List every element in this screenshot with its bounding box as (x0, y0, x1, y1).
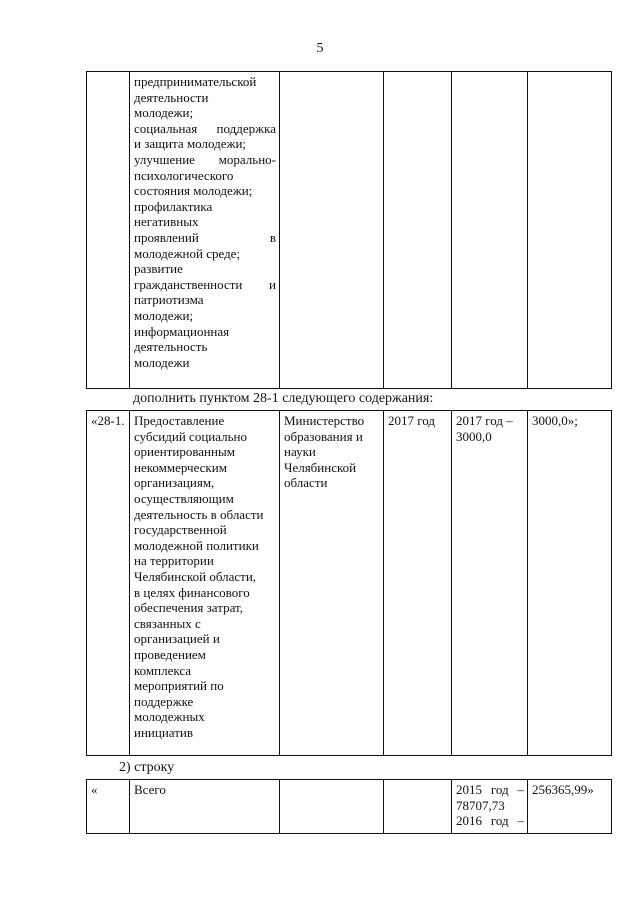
cell-label: Всего (130, 780, 280, 834)
table-total (86, 779, 612, 834)
text-line: области (284, 475, 328, 491)
cell-total: 256365,99» (528, 780, 612, 834)
text-line: предпринимательской (134, 74, 257, 89)
text-line: деятельности (134, 89, 209, 105)
text-line: молодежи (134, 354, 190, 370)
cell-num (87, 72, 130, 389)
cell-funding (452, 411, 528, 756)
table-item-28-1 (86, 410, 612, 756)
text-line: связанных с (134, 615, 201, 631)
text-line: молодежной среде; (134, 245, 241, 261)
text-line: ориентированным (134, 444, 235, 460)
text-line: 3000,0 (456, 428, 492, 444)
text-line: 2016 год – (456, 813, 524, 829)
text-line: обеспечения затрат, (134, 600, 243, 616)
text-line: деятельность (134, 339, 208, 355)
text-line: Челябинской (284, 459, 357, 475)
text-line: патриотизма (134, 292, 204, 308)
text-line: науки (284, 444, 316, 460)
text-line: молодежной политики (134, 537, 259, 553)
text-line: молодежи; (134, 105, 194, 121)
text-line: и защита молодежи; (134, 136, 247, 152)
cell-executor (280, 72, 384, 389)
text-line: поддержке (134, 693, 194, 709)
cell-executor (280, 411, 384, 756)
cell-num: « (87, 780, 130, 834)
text-line: деятельность в области (134, 506, 264, 522)
text-line: негативных (134, 214, 199, 230)
text-line: субсидий социально (134, 428, 247, 444)
text-line: в целях финансового (134, 584, 250, 600)
section-heading: дополнить пунктом 28-1 следующего содержания: (133, 391, 434, 406)
text-line: инициатив (134, 724, 193, 740)
cell-funding (452, 72, 528, 389)
cell-total (528, 72, 612, 389)
page-number: 5 (316, 41, 324, 56)
cell-description (130, 411, 280, 756)
text-line: психологического (134, 167, 234, 183)
text-line: 2015 год – (456, 782, 524, 797)
text-line: Предоставление (134, 413, 225, 428)
text-line: гражданственности и (134, 276, 276, 292)
table-continuation (86, 71, 612, 389)
cell-total: 3000,0»; (528, 411, 612, 756)
cell-num: «28-1. (87, 411, 130, 756)
text-line: государственной (134, 522, 227, 538)
text-line: комплекса (134, 662, 192, 678)
text-line: состояния молодежи; (134, 183, 253, 199)
text-line: информационная (134, 323, 230, 339)
text-line: Министерство (284, 413, 365, 428)
text-line: организациям, (134, 475, 215, 491)
text-line: Челябинской области, (134, 568, 257, 584)
cell-activities (130, 72, 280, 389)
text-line: развитие (134, 261, 183, 277)
text-line: 78707,73 (456, 797, 505, 813)
text-line: некоммерческим (134, 459, 227, 475)
cell-period (384, 72, 452, 389)
text-line: образования и (284, 428, 363, 444)
text-line: профилактика (134, 198, 213, 214)
text-line: организацией и (134, 631, 220, 647)
cell-executor (280, 780, 384, 834)
text-line: улучшение морально- (134, 151, 276, 167)
cell-period: 2017 год (384, 411, 452, 756)
text-line: молодежных (134, 709, 205, 725)
text-line: молодежи; (134, 307, 194, 323)
section2-heading: 2) строку (119, 760, 175, 775)
cell-period (384, 780, 452, 834)
text-line: проведением (134, 646, 206, 662)
text-line: осуществляющим (134, 490, 234, 506)
cell-funding (452, 780, 528, 834)
text-line: 2017 год – (456, 413, 513, 428)
text-line: проявлений в (134, 229, 276, 245)
text-line: социальная поддержка (134, 120, 276, 136)
text-line: мероприятий по (134, 678, 224, 694)
text-line: на территории (134, 553, 214, 569)
